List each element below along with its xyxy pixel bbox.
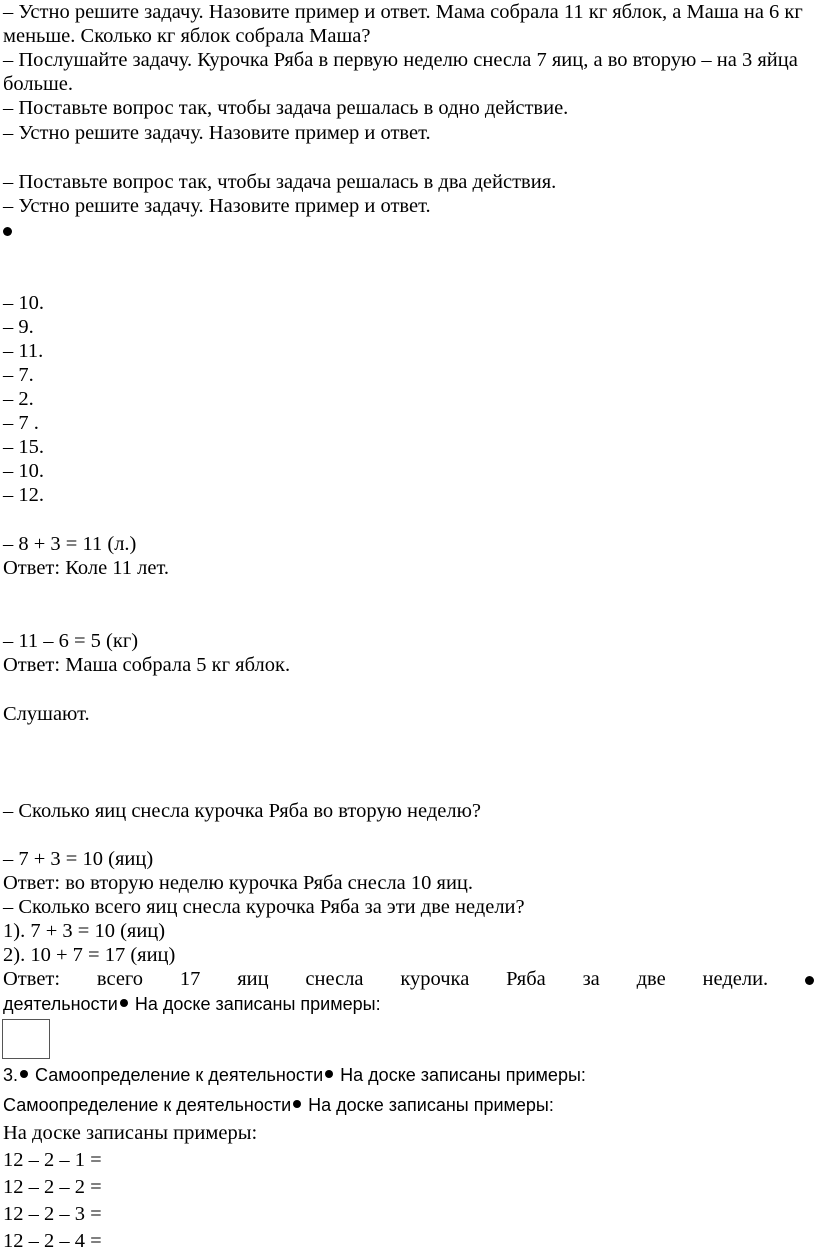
question-second-week: – Сколько яиц снесла курочка Ряба во вторую неделю? [3, 800, 481, 822]
solution-expression: – 7 + 3 = 10 (яиц) [3, 848, 154, 870]
heading-self-determination-numbered [3, 1063, 814, 1087]
answer-item: – 7 . [3, 412, 39, 434]
bullet-icon [120, 999, 128, 1007]
final-answer-word: снесла [305, 968, 364, 990]
board-intro: На доске записаны примеры: [3, 1122, 258, 1144]
example-item: 12 – 2 – 1 = [3, 1149, 102, 1171]
answer-item: – 7. [3, 364, 34, 386]
bullet-icon [20, 1070, 28, 1078]
step-2: 2). 10 + 7 = 17 (яиц) [3, 944, 176, 966]
instruction-one-step: – Поставьте вопрос так, чтобы задача решалась в одно действие. [3, 97, 569, 119]
final-answer-word: недели. [702, 968, 769, 990]
solution-answer: Ответ: Маша собрала 5 кг яблок. [3, 654, 291, 676]
task-ryaba-eggs: – Послушайте задачу. Курочка Ряба в первую неделю снесла 7 яиц, а во вторую – на 3 яйца больше. [3, 49, 798, 95]
final-answer-word: всего [96, 968, 144, 990]
heading-rest: На доске записаны примеры: [335, 1065, 586, 1085]
heading-word: деятельности [3, 994, 118, 1014]
solution-answer: Ответ: Коле 11 лет. [3, 557, 170, 579]
answer-item: – 11. [3, 340, 44, 362]
listen-note: Слушают. [3, 703, 90, 725]
answer-item: – 10. [3, 292, 44, 314]
example-item: 12 – 2 – 4 = [3, 1230, 102, 1252]
example-item: 12 – 2 – 3 = [3, 1203, 102, 1225]
heading-self-determination [3, 1093, 814, 1117]
step-1: 1). 7 + 3 = 10 (яиц) [3, 920, 166, 942]
section-number: 3. [3, 1065, 19, 1085]
section-title: Самоопределение к деятельности [30, 1065, 324, 1085]
answer-item: – 9. [3, 316, 34, 338]
instruction-two-steps: – Поставьте вопрос так, чтобы задача решалась в два действия. [3, 171, 557, 193]
final-answer-word: курочка [400, 968, 470, 990]
heading-activity [3, 992, 814, 1016]
final-answer-word: яиц [237, 968, 269, 990]
bullet-icon [805, 967, 814, 991]
final-answer-word: Ряба [506, 968, 546, 990]
solution-expression: – 8 + 3 = 11 (л.) [3, 533, 137, 555]
heading-rest: На доске записаны примеры: [129, 994, 381, 1014]
final-answer-word: Ответ: [3, 968, 61, 990]
task-mama-apples: – Устно решите задачу. Назовите пример и ответ. Мама собрала 11 кг яблок, а Маша на 6 кг меньше. Сколько кг яблок собрала Маша? [3, 1, 803, 47]
final-answer-word: 17 [179, 968, 201, 990]
question-total: – Сколько всего яиц снесла курочка Ряба за эти две недели? [3, 896, 525, 918]
answer-item: – 2. [3, 388, 34, 410]
final-answer-word: две [636, 968, 666, 990]
instruction-solve-2: – Устно решите задачу. Назовите пример и ответ. [3, 195, 431, 217]
answer-item: – 15. [3, 436, 44, 458]
bullet-icon [3, 218, 814, 242]
heading-rest: На доске записаны примеры: [303, 1095, 554, 1115]
answer-item: – 10. [3, 460, 44, 482]
solution-answer: Ответ: во вторую неделю курочка Ряба снесла 10 яиц. [3, 872, 474, 894]
bullet-icon [325, 1070, 333, 1078]
empty-box [2, 1019, 50, 1059]
answer-item: – 12. [3, 484, 44, 506]
section-title: Самоопределение к деятельности [3, 1095, 292, 1115]
solution-expression: – 11 – 6 = 5 (кг) [3, 630, 139, 652]
bullet-icon [293, 1100, 301, 1108]
example-item: 12 – 2 – 2 = [3, 1176, 102, 1198]
final-answer [3, 967, 814, 991]
final-answer-word: за [582, 968, 600, 990]
instruction-solve-1: – Устно решите задачу. Назовите пример и ответ. [3, 122, 431, 144]
